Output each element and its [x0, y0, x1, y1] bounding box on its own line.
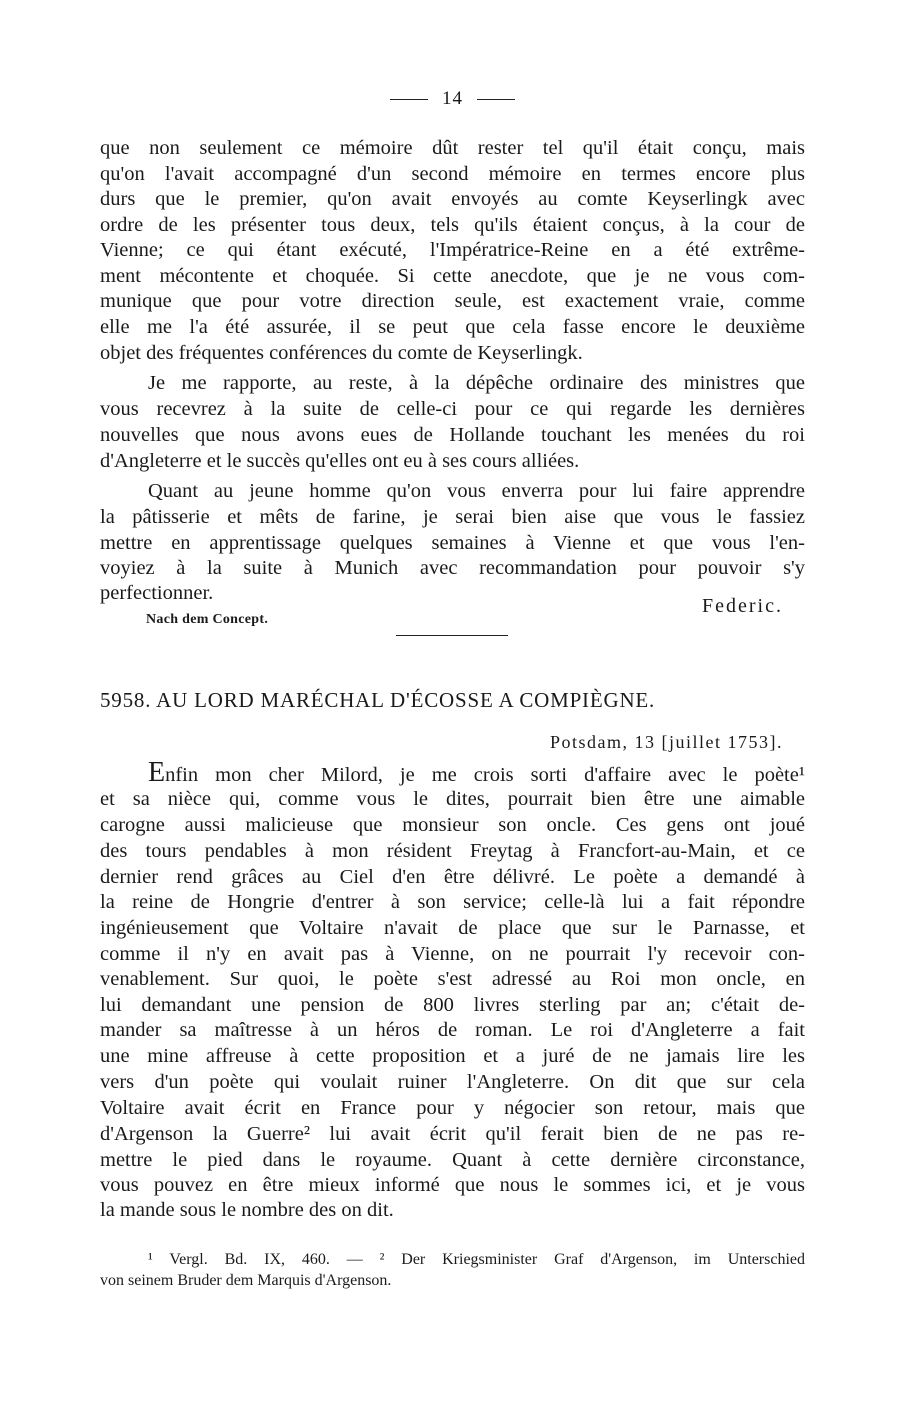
- page-number: 14: [442, 88, 463, 109]
- section-divider: [396, 635, 508, 636]
- text-line: des tours pendables à mon résident Freytag à Francfort-au-Main, et ce: [100, 840, 805, 862]
- text-line: ordre de les présenter tous deux, tels qu'ils étaient conçus, à la cour de: [100, 214, 805, 236]
- signature: Federic.: [702, 595, 783, 617]
- footnote-line: ¹ Vergl. Bd. IX, 460. — ² Der Kriegsminister Graf d'Argenson, im Unterschied: [148, 1251, 805, 1268]
- page-number-dash-right: [477, 99, 515, 100]
- text-line: perfectionner.: [100, 582, 214, 604]
- text-line: voyiez à la suite à Munich avec recommandation pour pouvoir s'y: [100, 557, 805, 579]
- text-line: nouvelles que nous avons eues de Hollande touchant les menées du roi: [100, 424, 805, 446]
- drop-initial: E: [148, 757, 166, 788]
- text-line: durs que le premier, qu'on avait envoyés au comte Keyserlingk avec: [100, 188, 805, 210]
- text-line: Vienne; ce qui étant exécuté, l'Impératrice-Reine en a été extrême-: [100, 239, 805, 261]
- page-number-header: [100, 88, 805, 110]
- text-line: venablement. Sur quoi, le poète s'est adressé au Roi mon oncle, en: [100, 968, 805, 990]
- letter-heading: 5958. AU LORD MARÉCHAL D'ÉCOSSE A COMPIÈGNE.: [100, 688, 656, 712]
- source-note: Nach dem Concept.: [146, 612, 269, 627]
- text-line: elle me l'a été assurée, il se peut que cela fasse encore le deuxième: [100, 316, 805, 338]
- text-line: une mine affreuse à cette proposition et a juré de ne jamais lire les: [100, 1045, 805, 1067]
- text-line: carogne aussi malicieuse que monsieur son oncle. Ces gens ont joué: [100, 814, 805, 836]
- text-line: que non seulement ce mémoire dût rester tel qu'il était conçu, mais: [100, 137, 805, 159]
- text-line-rest: nfin mon cher Milord, je me crois sorti d'affaire avec le poète¹: [165, 764, 805, 786]
- text-line: qu'on l'avait accompagné d'un second mémoire en termes encore plus: [100, 163, 805, 185]
- text-line: vous recevrez à la suite de celle-ci pour ce qui regarde les dernières: [100, 398, 805, 420]
- text-line: et sa nièce qui, comme vous le dites, pourrait bien être une aimable: [100, 788, 805, 810]
- footnote-line: von seinem Bruder dem Marquis d'Argenson.: [100, 1272, 392, 1289]
- text-line: la mande sous le nombre des on dit.: [100, 1199, 394, 1221]
- page-number-dash-left: [390, 99, 428, 100]
- text-line: Je me rapporte, au reste, à la dépêche ordinaire des ministres que: [148, 372, 805, 394]
- text-line: d'Angleterre et le succès qu'elles ont eu à ses cours alliées.: [100, 450, 580, 472]
- text-line: vous pouvez en être mieux informé que nous le sommes ici, et je vous: [100, 1174, 805, 1196]
- text-line: comme il n'y en avait pas à Vienne, on ne pourrait l'y recevoir con-: [100, 943, 805, 965]
- text-line: objet des fréquentes conférences du comte de Keyserlingk.: [100, 342, 583, 364]
- text-line: d'Argenson la Guerre² lui avait écrit qu'il ferait bien de ne pas re-: [100, 1123, 805, 1145]
- text-line: lui demandant une pension de 800 livres sterling par an; c'était de-: [100, 994, 805, 1016]
- text-line: la reine de Hongrie d'entrer à son service; celle-là lui a fait répondre: [100, 891, 805, 913]
- text-line: ingénieusement que Voltaire n'avait de place que sur le Parnasse, et: [100, 917, 805, 939]
- text-line: mander sa maîtresse à un héros de roman. Le roi d'Angleterre a fait: [100, 1019, 805, 1041]
- text-line: Quant au jeune homme qu'on vous enverra pour lui faire apprendre: [148, 480, 805, 502]
- text-line: mettre le pied dans le royaume. Quant à cette dernière circonstance,: [100, 1149, 805, 1171]
- text-line: Voltaire avait écrit en France pour y négocier son retour, mais que: [100, 1097, 805, 1119]
- dateline: Potsdam, 13 [juillet 1753].: [550, 732, 783, 752]
- text-line: ment mécontente et choquée. Si cette anecdote, que je ne vous com-: [100, 265, 805, 287]
- text-line: [100, 757, 805, 788]
- text-line: mettre en apprentissage quelques semaines à Vienne et que vous l'en-: [100, 532, 805, 554]
- text-line: la pâtisserie et mêts de farine, je serai bien aise que vous le fassiez: [100, 506, 805, 528]
- text-line: vers d'un poète qui voulait ruiner l'Angleterre. On dit que sur cela: [100, 1071, 805, 1093]
- text-line: dernier rend grâces au Ciel d'en être délivré. Le poète a demandé à: [100, 866, 805, 888]
- text-line: munique que pour votre direction seule, est exactement vraie, comme: [100, 290, 805, 312]
